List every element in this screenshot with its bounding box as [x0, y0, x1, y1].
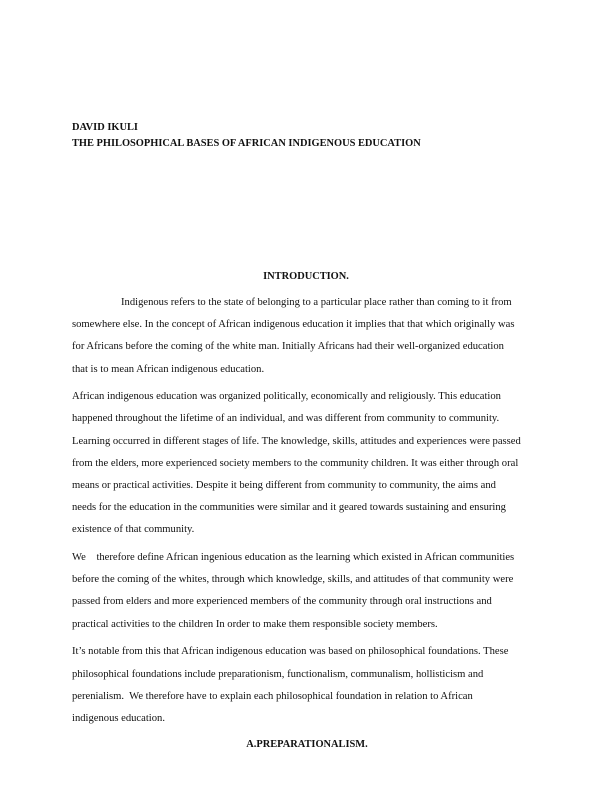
paragraph-line: happened throughout the lifetime of an individual, and was different from community to community. [72, 413, 500, 425]
paragraph-line: philosophical foundations include preparationism, functionalism, communalism, hollisticism and [72, 668, 484, 680]
paragraph-line: means or practical activities. Despite it being different from community to community, the aims and [72, 480, 496, 491]
paragraph-2 [72, 389, 542, 544]
document-body [72, 295, 542, 753]
paragraph-3 [72, 550, 542, 639]
paragraph-line: somewhere else. In the concept of African indigenous education it implies that that which originally was [72, 319, 515, 331]
paragraph-line: perenialism. We therefore have to explain each philosophical foundation in relation to African [72, 690, 473, 702]
paragraph-line: Indigenous refers to the state of belonging to a particular place rather than coming to it from [121, 297, 512, 308]
paragraph-line: passed from elders and more experienced members of the community through oral instructions and [72, 596, 492, 608]
paragraph-line: practical activities to the children In order to make them responsible society members. [72, 618, 438, 630]
paragraph-line: for Africans before the coming of the white man. Initially Africans had their well-organized education [72, 341, 504, 353]
paragraph-line: existence of that community. [72, 524, 195, 536]
paragraph-line: African indigenous education was organized politically, economically and religiously. This education [72, 391, 501, 403]
author-name: DAVID IKULI [72, 122, 138, 133]
paragraph-4 [72, 644, 542, 733]
paragraph-line: We therefore define African ingenious education as the learning which existed in African communities [72, 552, 515, 564]
section-heading: A.PREPARATIONALISM. [246, 738, 368, 750]
paragraph-line: needs for the education in the communities were similar and it geared towards sustaining and ensuring [72, 502, 506, 514]
document-title: THE PHILOSOPHICAL BASES OF AFRICAN INDIGENOUS EDUCATION [72, 138, 421, 149]
paragraph-line: It’s notable from this that African indigenous education was based on philosophical foundations. These [72, 646, 509, 658]
paragraph-line: before the coming of the whites, through which knowledge, skills, and attitudes of that community were [72, 574, 514, 586]
paragraph-line: indigenous education. [72, 712, 165, 724]
paragraph-line: from the elders, more experienced society members to the community children. It was either through oral [72, 457, 519, 469]
paragraph-line: that is to mean African indigenous education. [72, 363, 265, 375]
introduction-heading: INTRODUCTION. [263, 271, 349, 282]
paragraph-line: Learning occurred in different stages of life. The knowledge, skills, attitudes and experiences were passed [72, 435, 521, 447]
paragraph-1 [72, 295, 542, 384]
